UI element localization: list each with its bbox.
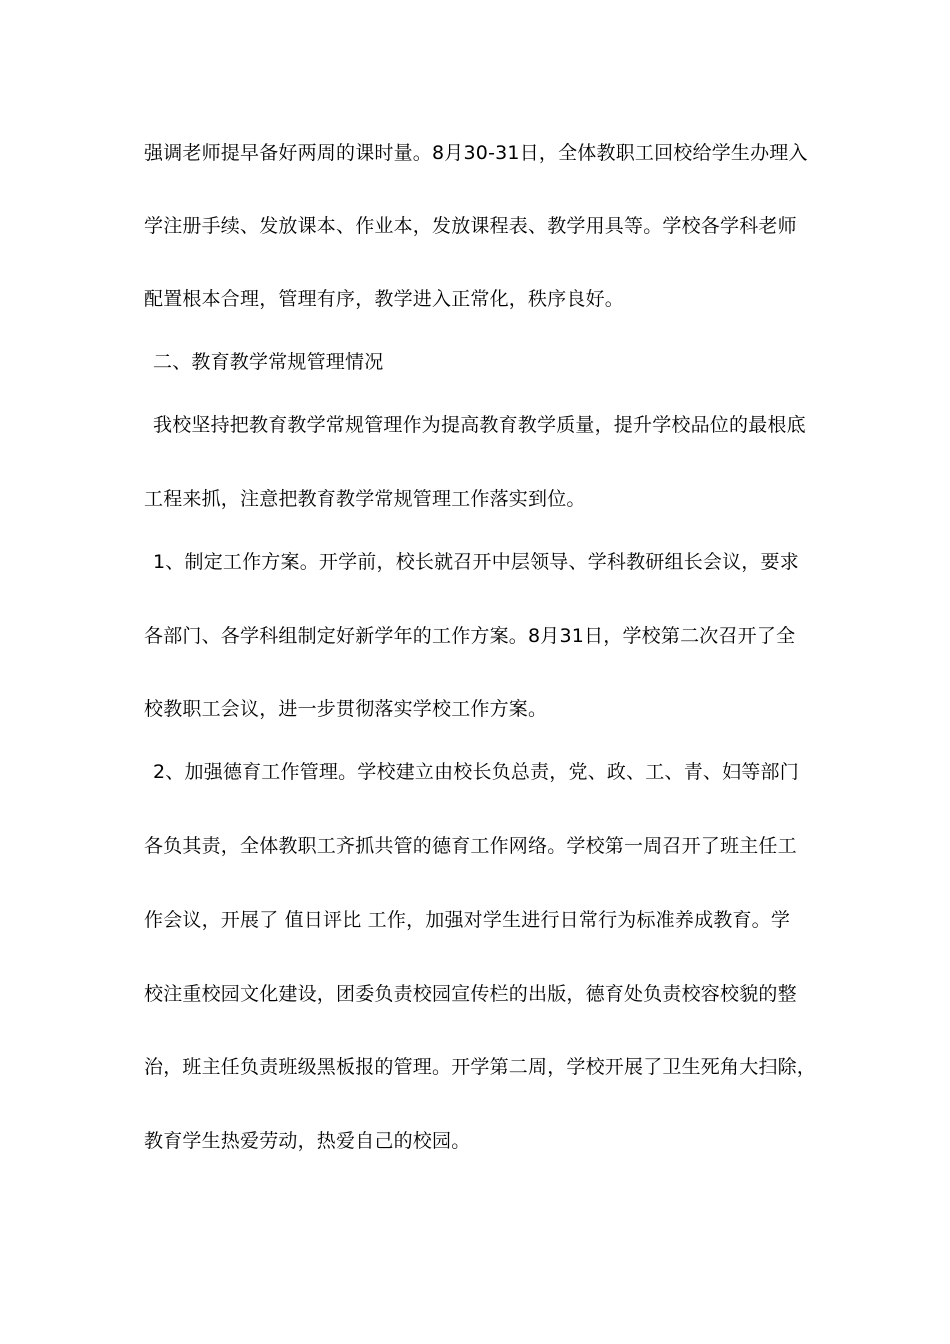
- paragraph-line-3: 配置根本合理，管理有序，教学进入正常化，秩序良好。: [144, 288, 625, 310]
- paragraph-line-7: 1、制定工作方案。开学前，校长就召开中层领导、学科教研组长会议，要求: [153, 551, 799, 573]
- section-heading: 二、教育教学常规管理情况: [153, 351, 384, 373]
- paragraph-line-6: 工程来抓，注意把教育教学常规管理工作落实到位。: [144, 488, 586, 510]
- paragraph-line-5: 我校坚持把教育教学常规管理作为提高教育教学质量，提升学校品位的最根底: [153, 414, 806, 436]
- paragraph-line-2: 学注册手续、发放课本、作业本，发放课程表、教学用具等。学校各学科老师: [144, 215, 797, 237]
- paragraph-line-1: 强调老师提早备好两周的课时量。8月30-31日，全体教职工回校给学生办理入: [144, 142, 808, 164]
- paragraph-line-10: 2、加强德育工作管理。学校建立由校长负总责，党、政、工、青、妇等部门: [153, 761, 799, 783]
- paragraph-line-8: 各部门、各学科组制定好新学年的工作方案。8月31日，学校第二次召开了全: [144, 625, 796, 647]
- paragraph-line-14: 治，班主任负责班级黑板报的管理。开学第二周，学校开展了卫生死角大扫除，: [144, 1056, 817, 1078]
- paragraph-line-15: 教育学生热爱劳动，热爱自己的校园。: [144, 1130, 471, 1152]
- paragraph-line-12: 作会议，开展了 值日评比 工作，加强对学生进行日常行为标准养成教育。学: [144, 909, 791, 931]
- paragraph-line-13: 校注重校园文化建设，团委负责校园宣传栏的出版，德育处负责校容校貌的整: [144, 983, 797, 1005]
- paragraph-line-11: 各负其责，全体教职工齐抓共管的德育工作网络。学校第一周召开了班主任工: [144, 835, 797, 857]
- paragraph-line-9: 校教职工会议，进一步贯彻落实学校工作方案。: [144, 698, 548, 720]
